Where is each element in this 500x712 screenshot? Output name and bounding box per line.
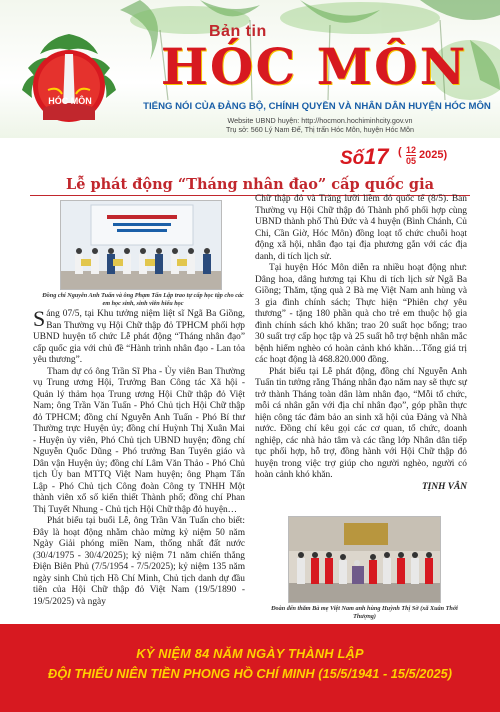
paragraph: Phát biểu tại buổi Lễ, ông Trần Văn Tuấn cho biết: Đây là hoạt động nhằm chào mừng kỷ niệm 50 năm Ngày Giải phóng miền Nam, thống nhất đất nước (30/4/1975 - 30/4/2025); kỷ niệm 71 năm chiến thắng Điện Biên Phủ (7/5/1954 - 7/5/2025); kỷ niệm 135 năm ngày sinh Chủ tịch Hồ Chí Minh, Chủ tịch danh dự đầu tiên của Hội Chữ thập đỏ Việt Nam (19/5/1890 - 19/5/2025) và ngày — [33, 516, 245, 607]
issue-month: 05 — [406, 156, 417, 166]
article-column-left — [33, 306, 245, 608]
group-visit-photo-icon — [289, 517, 441, 603]
author-signature: TỊNH VÂN — [421, 481, 467, 492]
event-photo-visit — [288, 516, 441, 603]
issue-day: 12 — [406, 145, 417, 155]
issue-year: 2025) — [419, 149, 448, 161]
banner-line-2: ĐỘI THIẾU NIÊN TIỀN PHONG HỒ CHÍ MINH (15/5/1941 - 15/5/2025) — [48, 666, 452, 681]
issue-open-paren: ( — [398, 146, 402, 158]
issue-label: Số — [340, 148, 365, 169]
logo-label: HÓC MÔN — [48, 96, 92, 106]
paragraph: Phát biểu tại Lễ phát động, đồng chí Nguyễn Anh Tuấn tin tưởng rằng Tháng nhân đạo năm nay sẽ thực sự trở thành Tháng toàn dân làm nhân đạo, “Mỗi tổ chức, mỗi cá nhân gắn với địa chỉ nhân đạo”, góp phần thực hiện công tác đảm bảo an sinh xã hội của Đảng và Nhà nước. Đồng chí kêu gọi các cơ quan, tổ chức, doanh nghiệp, các nhà hảo tâm và các tầng lớp Nhân dân tiếp tục phối hợp, hỗ trợ, đồng hành với Hội Chữ thập đỏ huyện trong việc trợ giúp cho người nghèo, người có hoàn cảnh khó khăn. — [255, 366, 467, 480]
article-column-right — [255, 194, 467, 493]
issue-value: 17 — [364, 144, 389, 169]
paragraph: Sáng 07/5, tại Khu tưởng niệm liệt sĩ Ngã Ba Giồng, Ban Thường vụ Hội Chữ thập đỏ TPHCM phối hợp UBND huyện tổ chức Lễ phát động “Tháng nhân đạo” cấp quốc gia với chủ đề “Hành trình nhân đạo - Lan tỏa yêu thương”. — [33, 306, 245, 365]
photo1-caption: Đồng chí Nguyễn Anh Tuấn và ông Phạm Tấn Lập trao tự cấp học tập cho các em học sinh, sinh viên hiếu học — [42, 292, 244, 307]
newsletter-kicker: Bản tin — [209, 23, 267, 40]
paragraph: Tham dự có ông Trần Sĩ Pha - Ủy viên Ban Thường vụ Trung ương Hội, Trưởng Ban Công tác Xã hội - Quản lý thảm họa Trung ương Hội Chữ thập đỏ Việt Nam; ông Trần Văn Tuấn - Phó Chủ tịch Hội Chữ thập đỏ TPHCM; đồng chí Nguyễn Anh Tuấn - Phó Bí thư Thường trực Huyện ủy; đồng chí Huỳnh Thị Xuân Mai - Huyện ủy viên, Phó Chủ tịch UBND huyện; đồng chí Nguyễn Quốc Dũng - Phó trưởng Ban Tuyên giáo và Dân vận Huyện ủy; đồng chí Lâm Văn Thảo - Phó Chủ tịch Ủy ban MTTQ Việt Nam huyện; ông Phạm Tấn Lập - Phó Chủ tịch Công đoàn Công ty TNHH Một thành viên xổ số kiến thiết Thành phố; đồng chí Phan Thị Tuyết Nhung - Chủ tịch Hội Chữ thập đỏ huyện… — [33, 366, 245, 515]
address-line: Trụ sở: 560 Lý Nam Đế, Thị trấn Hóc Môn, huyện Hóc Môn — [225, 125, 415, 134]
event-photo-award — [60, 200, 222, 290]
paragraph: Tại huyện Hóc Môn diễn ra nhiều hoạt động như: Dâng hoa, dâng hương tại Khu di tích lịch sử Ngã Ba Giồng; Thăm, tặng quà 2 Bà mẹ Việt Nam anh hùng và 3 gia đình chính sách; Thực hiện “Phiên chợ yêu thương” - tặng 180 phần quà cho trẻ em thuộc hộ gia đình chính sách khó khăn; trao 20 suất học bổng; trao 30 suất trợ cấp học tập và 25 suất hỗ trợ bệnh nhân mắc bệnh hiểm nghèo có hoàn cảnh khó khăn…Tổng giá trị các hoạt động là 468.820.000 đồng. — [255, 263, 467, 365]
masthead — [0, 0, 500, 138]
article-headline: Lễ phát động “Tháng nhân đạo” cấp quốc gia — [66, 176, 434, 193]
issue-number — [340, 144, 470, 174]
anniversary-banner — [0, 624, 500, 712]
masthead-slogan: TIẾNG NÓI CỦA ĐẢNG BỘ, CHÍNH QUYỀN VÀ NHÂN DÂN HUYỆN HÓC MÔN — [143, 101, 491, 112]
masthead-title: HÓC MÔN — [160, 37, 468, 96]
award-ceremony-photo-icon — [61, 201, 222, 290]
website-line: Website UBND huyện: http://hocmon.hochiminhcity.gov.vn — [227, 116, 413, 125]
banner-line-1: KỶ NIỆM 84 NĂM NGÀY THÀNH LẬP — [136, 646, 364, 661]
photo2-caption: Đoàn đến thăm Bà mẹ Việt Nam anh hùng Huỳnh Thị Sờ (xã Xuân Thới Thượng) — [271, 605, 458, 620]
paragraph: Chữ thập đỏ và Trăng lưỡi liềm đỏ quốc tế (8/5). Ban Thường vụ Hội Chữ thập đỏ Thành phố phối hợp cùng UBND thành phố Thủ Đức và 4 huyện (Bình Chánh, Củ Chi, Cần Giờ, Hóc Môn) đồng loạt tổ chức chuỗi hoạt động xã hội, nhân đạo tại địa phương gắn với các địa danh, di tích lịch sử. — [255, 194, 467, 262]
hoc-mon-logo-icon — [8, 28, 130, 128]
